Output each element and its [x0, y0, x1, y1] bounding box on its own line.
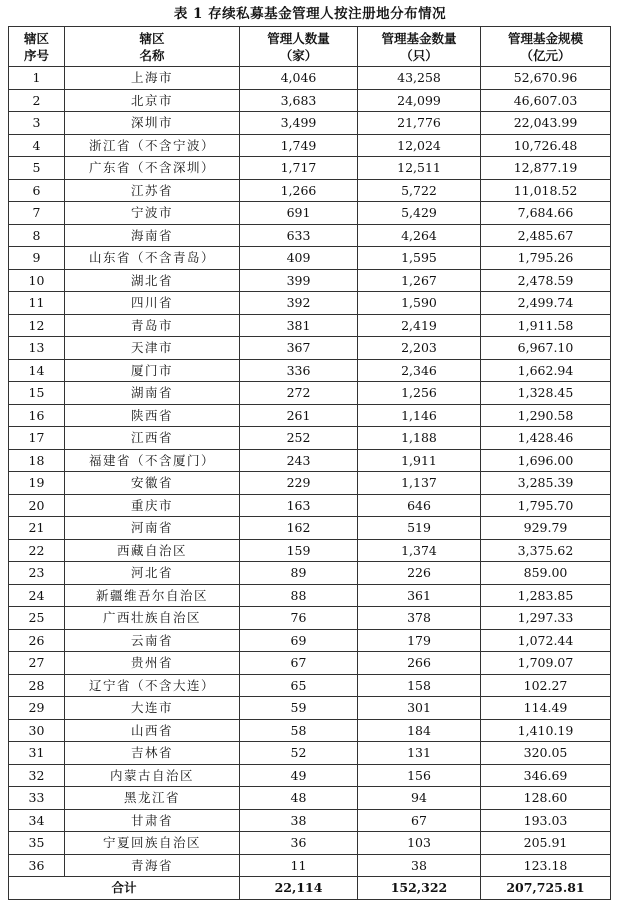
cell-region-number: 19 — [9, 472, 65, 495]
table-row — [9, 134, 611, 157]
cell-manager-count: 49 — [240, 764, 358, 787]
cell-region-number: 4 — [9, 134, 65, 157]
cell-fund-count: 1,374 — [358, 539, 481, 562]
cell-region-number: 29 — [9, 697, 65, 720]
cell-region-name: 福建省（不含厦门） — [65, 449, 240, 472]
table-row — [9, 67, 611, 90]
cell-manager-count: 691 — [240, 202, 358, 225]
table-row — [9, 112, 611, 135]
cell-region-name: 北京市 — [65, 89, 240, 112]
cell-region-number: 35 — [9, 832, 65, 855]
cell-fund-scale: 1,709.07 — [481, 652, 611, 675]
cell-region-name: 厦门市 — [65, 359, 240, 382]
cell-fund-scale: 1,795.26 — [481, 247, 611, 270]
cell-region-number: 36 — [9, 854, 65, 877]
cell-fund-count: 2,203 — [358, 337, 481, 360]
total-scale: 207,725.81 — [481, 877, 611, 900]
cell-region-name: 山东省（不含青岛） — [65, 247, 240, 270]
cell-fund-scale: 22,043.99 — [481, 112, 611, 135]
cell-fund-scale: 1,328.45 — [481, 382, 611, 405]
cell-region-number: 16 — [9, 404, 65, 427]
cell-region-name: 黑龙江省 — [65, 787, 240, 810]
cell-manager-count: 159 — [240, 539, 358, 562]
header-region-number: 辖区 序号 — [9, 27, 65, 67]
cell-manager-count: 36 — [240, 832, 358, 855]
cell-manager-count: 38 — [240, 809, 358, 832]
table-row — [9, 382, 611, 405]
cell-region-number: 12 — [9, 314, 65, 337]
cell-manager-count: 633 — [240, 224, 358, 247]
cell-region-name: 天津市 — [65, 337, 240, 360]
cell-fund-count: 266 — [358, 652, 481, 675]
table-row — [9, 202, 611, 225]
cell-fund-scale: 320.05 — [481, 742, 611, 765]
cell-fund-scale: 1,297.33 — [481, 607, 611, 630]
cell-fund-scale: 1,072.44 — [481, 629, 611, 652]
cell-region-name: 宁波市 — [65, 202, 240, 225]
cell-region-name: 甘肃省 — [65, 809, 240, 832]
cell-fund-count: 131 — [358, 742, 481, 765]
cell-region-number: 9 — [9, 247, 65, 270]
cell-manager-count: 336 — [240, 359, 358, 382]
cell-fund-scale: 2,499.74 — [481, 292, 611, 315]
cell-manager-count: 3,499 — [240, 112, 358, 135]
cell-region-name: 青岛市 — [65, 314, 240, 337]
cell-region-number: 33 — [9, 787, 65, 810]
cell-region-name: 安徽省 — [65, 472, 240, 495]
cell-region-number: 2 — [9, 89, 65, 112]
table-body — [9, 67, 611, 877]
cell-fund-scale: 346.69 — [481, 764, 611, 787]
cell-manager-count: 48 — [240, 787, 358, 810]
cell-fund-scale: 12,877.19 — [481, 157, 611, 180]
total-row — [9, 877, 611, 900]
cell-fund-scale: 102.27 — [481, 674, 611, 697]
cell-manager-count: 11 — [240, 854, 358, 877]
header-fund-scale: 管理基金规模 （亿元） — [481, 27, 611, 67]
cell-region-number: 6 — [9, 179, 65, 202]
cell-manager-count: 3,683 — [240, 89, 358, 112]
cell-manager-count: 65 — [240, 674, 358, 697]
cell-region-name: 新疆维吾尔自治区 — [65, 584, 240, 607]
cell-manager-count: 163 — [240, 494, 358, 517]
cell-manager-count: 272 — [240, 382, 358, 405]
cell-region-name: 大连市 — [65, 697, 240, 720]
cell-region-name: 广东省（不含深圳） — [65, 157, 240, 180]
cell-fund-scale: 46,607.03 — [481, 89, 611, 112]
cell-fund-count: 646 — [358, 494, 481, 517]
cell-region-number: 30 — [9, 719, 65, 742]
cell-fund-count: 12,511 — [358, 157, 481, 180]
cell-region-number: 32 — [9, 764, 65, 787]
cell-fund-scale: 1,290.58 — [481, 404, 611, 427]
table-row — [9, 472, 611, 495]
cell-fund-count: 301 — [358, 697, 481, 720]
table-row — [9, 247, 611, 270]
total-label: 合计 — [9, 877, 240, 900]
cell-fund-scale: 1,795.70 — [481, 494, 611, 517]
cell-region-number: 20 — [9, 494, 65, 517]
cell-region-number: 23 — [9, 562, 65, 585]
table-row — [9, 427, 611, 450]
cell-region-number: 11 — [9, 292, 65, 315]
cell-fund-scale: 3,285.39 — [481, 472, 611, 495]
cell-region-number: 13 — [9, 337, 65, 360]
cell-fund-count: 43,258 — [358, 67, 481, 90]
cell-region-name: 浙江省（不含宁波） — [65, 134, 240, 157]
cell-fund-scale: 6,967.10 — [481, 337, 611, 360]
cell-fund-count: 2,419 — [358, 314, 481, 337]
table-row — [9, 269, 611, 292]
table-row — [9, 179, 611, 202]
table-title: 表 1 存续私募基金管理人按注册地分布情况 — [173, 6, 447, 22]
cell-fund-count: 179 — [358, 629, 481, 652]
cell-region-name: 宁夏回族自治区 — [65, 832, 240, 855]
cell-fund-scale: 52,670.96 — [481, 67, 611, 90]
table-row — [9, 562, 611, 585]
cell-fund-scale: 10,726.48 — [481, 134, 611, 157]
cell-region-name: 海南省 — [65, 224, 240, 247]
cell-fund-count: 2,346 — [358, 359, 481, 382]
cell-region-name: 湖南省 — [65, 382, 240, 405]
cell-fund-scale: 929.79 — [481, 517, 611, 540]
cell-region-number: 26 — [9, 629, 65, 652]
cell-region-number: 3 — [9, 112, 65, 135]
header-region-name: 辖区 名称 — [65, 27, 240, 67]
cell-fund-count: 103 — [358, 832, 481, 855]
cell-region-name: 山西省 — [65, 719, 240, 742]
cell-region-number: 8 — [9, 224, 65, 247]
header-manager-count: 管理人数量 （家） — [240, 27, 358, 67]
cell-region-name: 陕西省 — [65, 404, 240, 427]
cell-fund-count: 226 — [358, 562, 481, 585]
total-funds: 152,322 — [358, 877, 481, 900]
cell-fund-count: 378 — [358, 607, 481, 630]
cell-fund-scale: 1,410.19 — [481, 719, 611, 742]
cell-fund-count: 67 — [358, 809, 481, 832]
total-managers: 22,114 — [240, 877, 358, 900]
table-row — [9, 674, 611, 697]
cell-fund-count: 38 — [358, 854, 481, 877]
cell-fund-scale: 1,911.58 — [481, 314, 611, 337]
cell-manager-count: 1,266 — [240, 179, 358, 202]
cell-fund-scale: 7,684.66 — [481, 202, 611, 225]
cell-region-number: 5 — [9, 157, 65, 180]
table-row — [9, 809, 611, 832]
cell-region-name: 内蒙古自治区 — [65, 764, 240, 787]
cell-region-number: 22 — [9, 539, 65, 562]
table-row — [9, 854, 611, 877]
table-row — [9, 359, 611, 382]
cell-fund-count: 21,776 — [358, 112, 481, 135]
cell-manager-count: 261 — [240, 404, 358, 427]
cell-manager-count: 252 — [240, 427, 358, 450]
cell-region-name: 上海市 — [65, 67, 240, 90]
cell-fund-count: 1,590 — [358, 292, 481, 315]
table-row — [9, 742, 611, 765]
cell-fund-scale: 1,283.85 — [481, 584, 611, 607]
cell-manager-count: 59 — [240, 697, 358, 720]
table-row — [9, 607, 611, 630]
cell-manager-count: 162 — [240, 517, 358, 540]
cell-manager-count: 67 — [240, 652, 358, 675]
table-row — [9, 719, 611, 742]
table-row — [9, 539, 611, 562]
cell-region-number: 10 — [9, 269, 65, 292]
cell-region-name: 深圳市 — [65, 112, 240, 135]
cell-fund-scale: 2,485.67 — [481, 224, 611, 247]
cell-region-name: 青海省 — [65, 854, 240, 877]
table-row — [9, 404, 611, 427]
table-row — [9, 629, 611, 652]
cell-fund-scale: 11,018.52 — [481, 179, 611, 202]
cell-manager-count: 381 — [240, 314, 358, 337]
cell-manager-count: 409 — [240, 247, 358, 270]
cell-manager-count: 58 — [240, 719, 358, 742]
cell-fund-count: 1,595 — [358, 247, 481, 270]
cell-manager-count: 1,717 — [240, 157, 358, 180]
cell-region-number: 7 — [9, 202, 65, 225]
cell-fund-scale: 2,478.59 — [481, 269, 611, 292]
cell-region-name: 吉林省 — [65, 742, 240, 765]
cell-fund-count: 5,722 — [358, 179, 481, 202]
cell-fund-scale: 205.91 — [481, 832, 611, 855]
cell-region-number: 34 — [9, 809, 65, 832]
cell-region-number: 24 — [9, 584, 65, 607]
header-fund-count: 管理基金数量 （只） — [358, 27, 481, 67]
cell-region-number: 28 — [9, 674, 65, 697]
cell-fund-count: 156 — [358, 764, 481, 787]
cell-fund-count: 1,137 — [358, 472, 481, 495]
cell-region-number: 27 — [9, 652, 65, 675]
cell-fund-scale: 859.00 — [481, 562, 611, 585]
cell-region-name: 四川省 — [65, 292, 240, 315]
cell-fund-count: 1,188 — [358, 427, 481, 450]
cell-fund-scale: 114.49 — [481, 697, 611, 720]
table-row — [9, 494, 611, 517]
cell-fund-scale: 193.03 — [481, 809, 611, 832]
registration-distribution-table — [8, 26, 611, 900]
cell-manager-count: 4,046 — [240, 67, 358, 90]
table-row — [9, 764, 611, 787]
cell-region-name: 河南省 — [65, 517, 240, 540]
cell-manager-count: 1,749 — [240, 134, 358, 157]
cell-region-number: 17 — [9, 427, 65, 450]
cell-region-name: 重庆市 — [65, 494, 240, 517]
table-row — [9, 292, 611, 315]
table-row — [9, 224, 611, 247]
cell-fund-count: 4,264 — [358, 224, 481, 247]
table-row — [9, 697, 611, 720]
cell-region-number: 21 — [9, 517, 65, 540]
cell-fund-count: 94 — [358, 787, 481, 810]
cell-region-name: 贵州省 — [65, 652, 240, 675]
cell-fund-count: 1,911 — [358, 449, 481, 472]
table-row — [9, 314, 611, 337]
header-row — [9, 27, 611, 67]
table-row — [9, 157, 611, 180]
cell-fund-scale: 1,662.94 — [481, 359, 611, 382]
cell-fund-scale: 3,375.62 — [481, 539, 611, 562]
cell-region-name: 江苏省 — [65, 179, 240, 202]
cell-fund-count: 1,267 — [358, 269, 481, 292]
cell-manager-count: 392 — [240, 292, 358, 315]
cell-region-name: 江西省 — [65, 427, 240, 450]
cell-region-name: 广西壮族自治区 — [65, 607, 240, 630]
cell-manager-count: 52 — [240, 742, 358, 765]
cell-region-name: 湖北省 — [65, 269, 240, 292]
cell-manager-count: 243 — [240, 449, 358, 472]
cell-manager-count: 88 — [240, 584, 358, 607]
cell-manager-count: 229 — [240, 472, 358, 495]
cell-manager-count: 89 — [240, 562, 358, 585]
cell-manager-count: 69 — [240, 629, 358, 652]
cell-region-name: 河北省 — [65, 562, 240, 585]
table-row — [9, 449, 611, 472]
table-row — [9, 337, 611, 360]
cell-region-name: 辽宁省（不含大连） — [65, 674, 240, 697]
cell-manager-count: 367 — [240, 337, 358, 360]
cell-fund-count: 5,429 — [358, 202, 481, 225]
cell-manager-count: 399 — [240, 269, 358, 292]
cell-fund-scale: 1,696.00 — [481, 449, 611, 472]
cell-region-number: 18 — [9, 449, 65, 472]
cell-fund-count: 184 — [358, 719, 481, 742]
cell-fund-count: 12,024 — [358, 134, 481, 157]
cell-fund-count: 24,099 — [358, 89, 481, 112]
cell-fund-count: 361 — [358, 584, 481, 607]
table-row — [9, 584, 611, 607]
cell-region-number: 14 — [9, 359, 65, 382]
cell-region-name: 云南省 — [65, 629, 240, 652]
table-row — [9, 517, 611, 540]
table-row — [9, 832, 611, 855]
cell-region-number: 25 — [9, 607, 65, 630]
cell-fund-count: 1,256 — [358, 382, 481, 405]
cell-fund-scale: 1,428.46 — [481, 427, 611, 450]
table-row — [9, 652, 611, 675]
cell-manager-count: 76 — [240, 607, 358, 630]
table-row — [9, 787, 611, 810]
cell-fund-count: 519 — [358, 517, 481, 540]
cell-region-name: 西藏自治区 — [65, 539, 240, 562]
cell-fund-scale: 123.18 — [481, 854, 611, 877]
cell-region-number: 31 — [9, 742, 65, 765]
cell-region-number: 1 — [9, 67, 65, 90]
cell-fund-count: 1,146 — [358, 404, 481, 427]
cell-fund-count: 158 — [358, 674, 481, 697]
table-row — [9, 89, 611, 112]
cell-region-number: 15 — [9, 382, 65, 405]
cell-fund-scale: 128.60 — [481, 787, 611, 810]
